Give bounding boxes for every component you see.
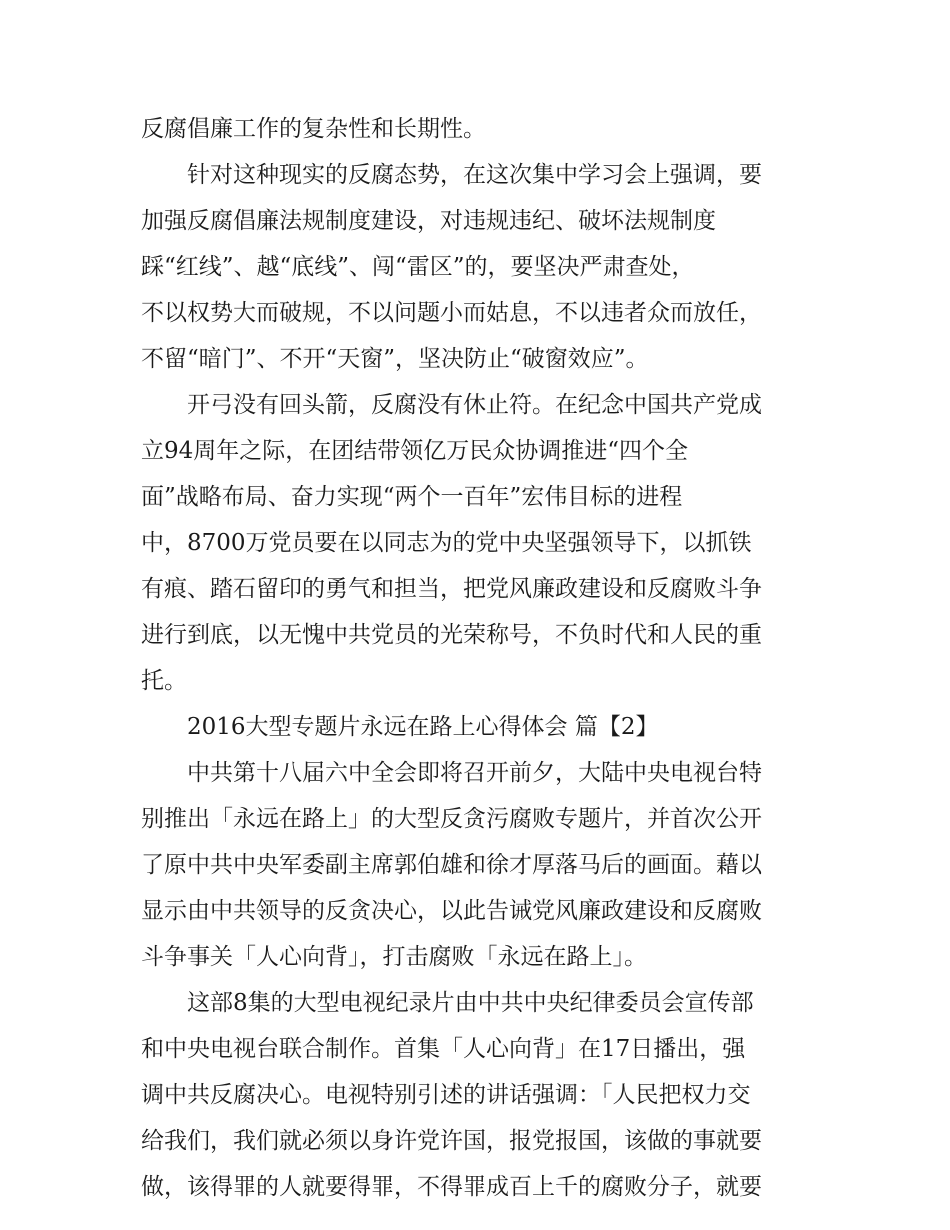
text-line: 面”战略布局、奋力实现“两个一百年”宏伟目标的进程 [141, 484, 683, 510]
text-line: 加强反腐倡廉法规制度建设，对违规违纪、破坏法规制度 [141, 208, 716, 234]
text-line: 有痕、踏石留印的勇气和担当，把党风廉政建设和反腐败斗争 [141, 576, 762, 602]
section-heading: 2016大型专题片永远在路上心得体会 篇【2】 [141, 714, 659, 740]
text-line: 针对这种现实的反腐态势，在这次集中学习会上强调，要 [141, 162, 762, 188]
text-line: 中共第十八届六中全会即将召开前夕，大陆中央电视台特 [141, 760, 762, 786]
text-line: 不以权势大而破规，不以问题小而姑息，不以违者众而放任， [141, 300, 762, 326]
text-line: 了原中共中央军委副主席郭伯雄和徐才厚落马后的画面。藉以 [141, 852, 762, 878]
body-text [141, 106, 821, 1210]
text-line: 这部8集的大型电视纪录片由中共中央纪律委员会宣传部 [141, 990, 754, 1016]
text-line: 不留“暗门”、不开“天窗”，坚决防止“破窗效应”。 [141, 346, 649, 372]
text-line: 斗争事关「人心向背」，打击腐败「永远在路上」。 [141, 944, 647, 970]
text-line: 调中共反腐决心。电视特别引述的讲话强调：「人民把权力交 [141, 1082, 751, 1108]
text-line: 中，8700万党员要在以同志为的党中央坚强领导下，以抓铁 [141, 530, 752, 556]
text-line: 做，该得罪的人就要得罪，不得罪成百上千的腐败分子，就要 [141, 1174, 762, 1200]
text-line: 踩“红线”、越“底线”、闯“雷区”的，要坚决严肃查处， [141, 254, 695, 280]
text-line: 别推出「永远在路上」的大型反贪污腐败专题片，并首次公开 [141, 806, 762, 832]
text-line: 托。 [141, 668, 187, 694]
text-line: 反腐倡廉工作的复杂性和长期性。 [141, 116, 486, 142]
text-line: 进行到底，以无愧中共党员的光荣称号，不负时代和人民的重 [141, 622, 762, 648]
text-line: 和中央电视台联合制作。首集「人心向背」在17日播出，强 [141, 1036, 746, 1062]
text-line: 给我们，我们就必须以身许党许国，报党报国，该做的事就要 [141, 1128, 762, 1154]
text-line: 显示由中共领导的反贪决心，以此告诫党风廉政建设和反腐败 [141, 898, 762, 924]
text-line: 开弓没有回头箭，反腐没有休止符。在纪念中国共产党成 [141, 392, 762, 418]
text-line: 立94周年之际，在团结带领亿万民众协调推进“四个全 [141, 438, 689, 464]
